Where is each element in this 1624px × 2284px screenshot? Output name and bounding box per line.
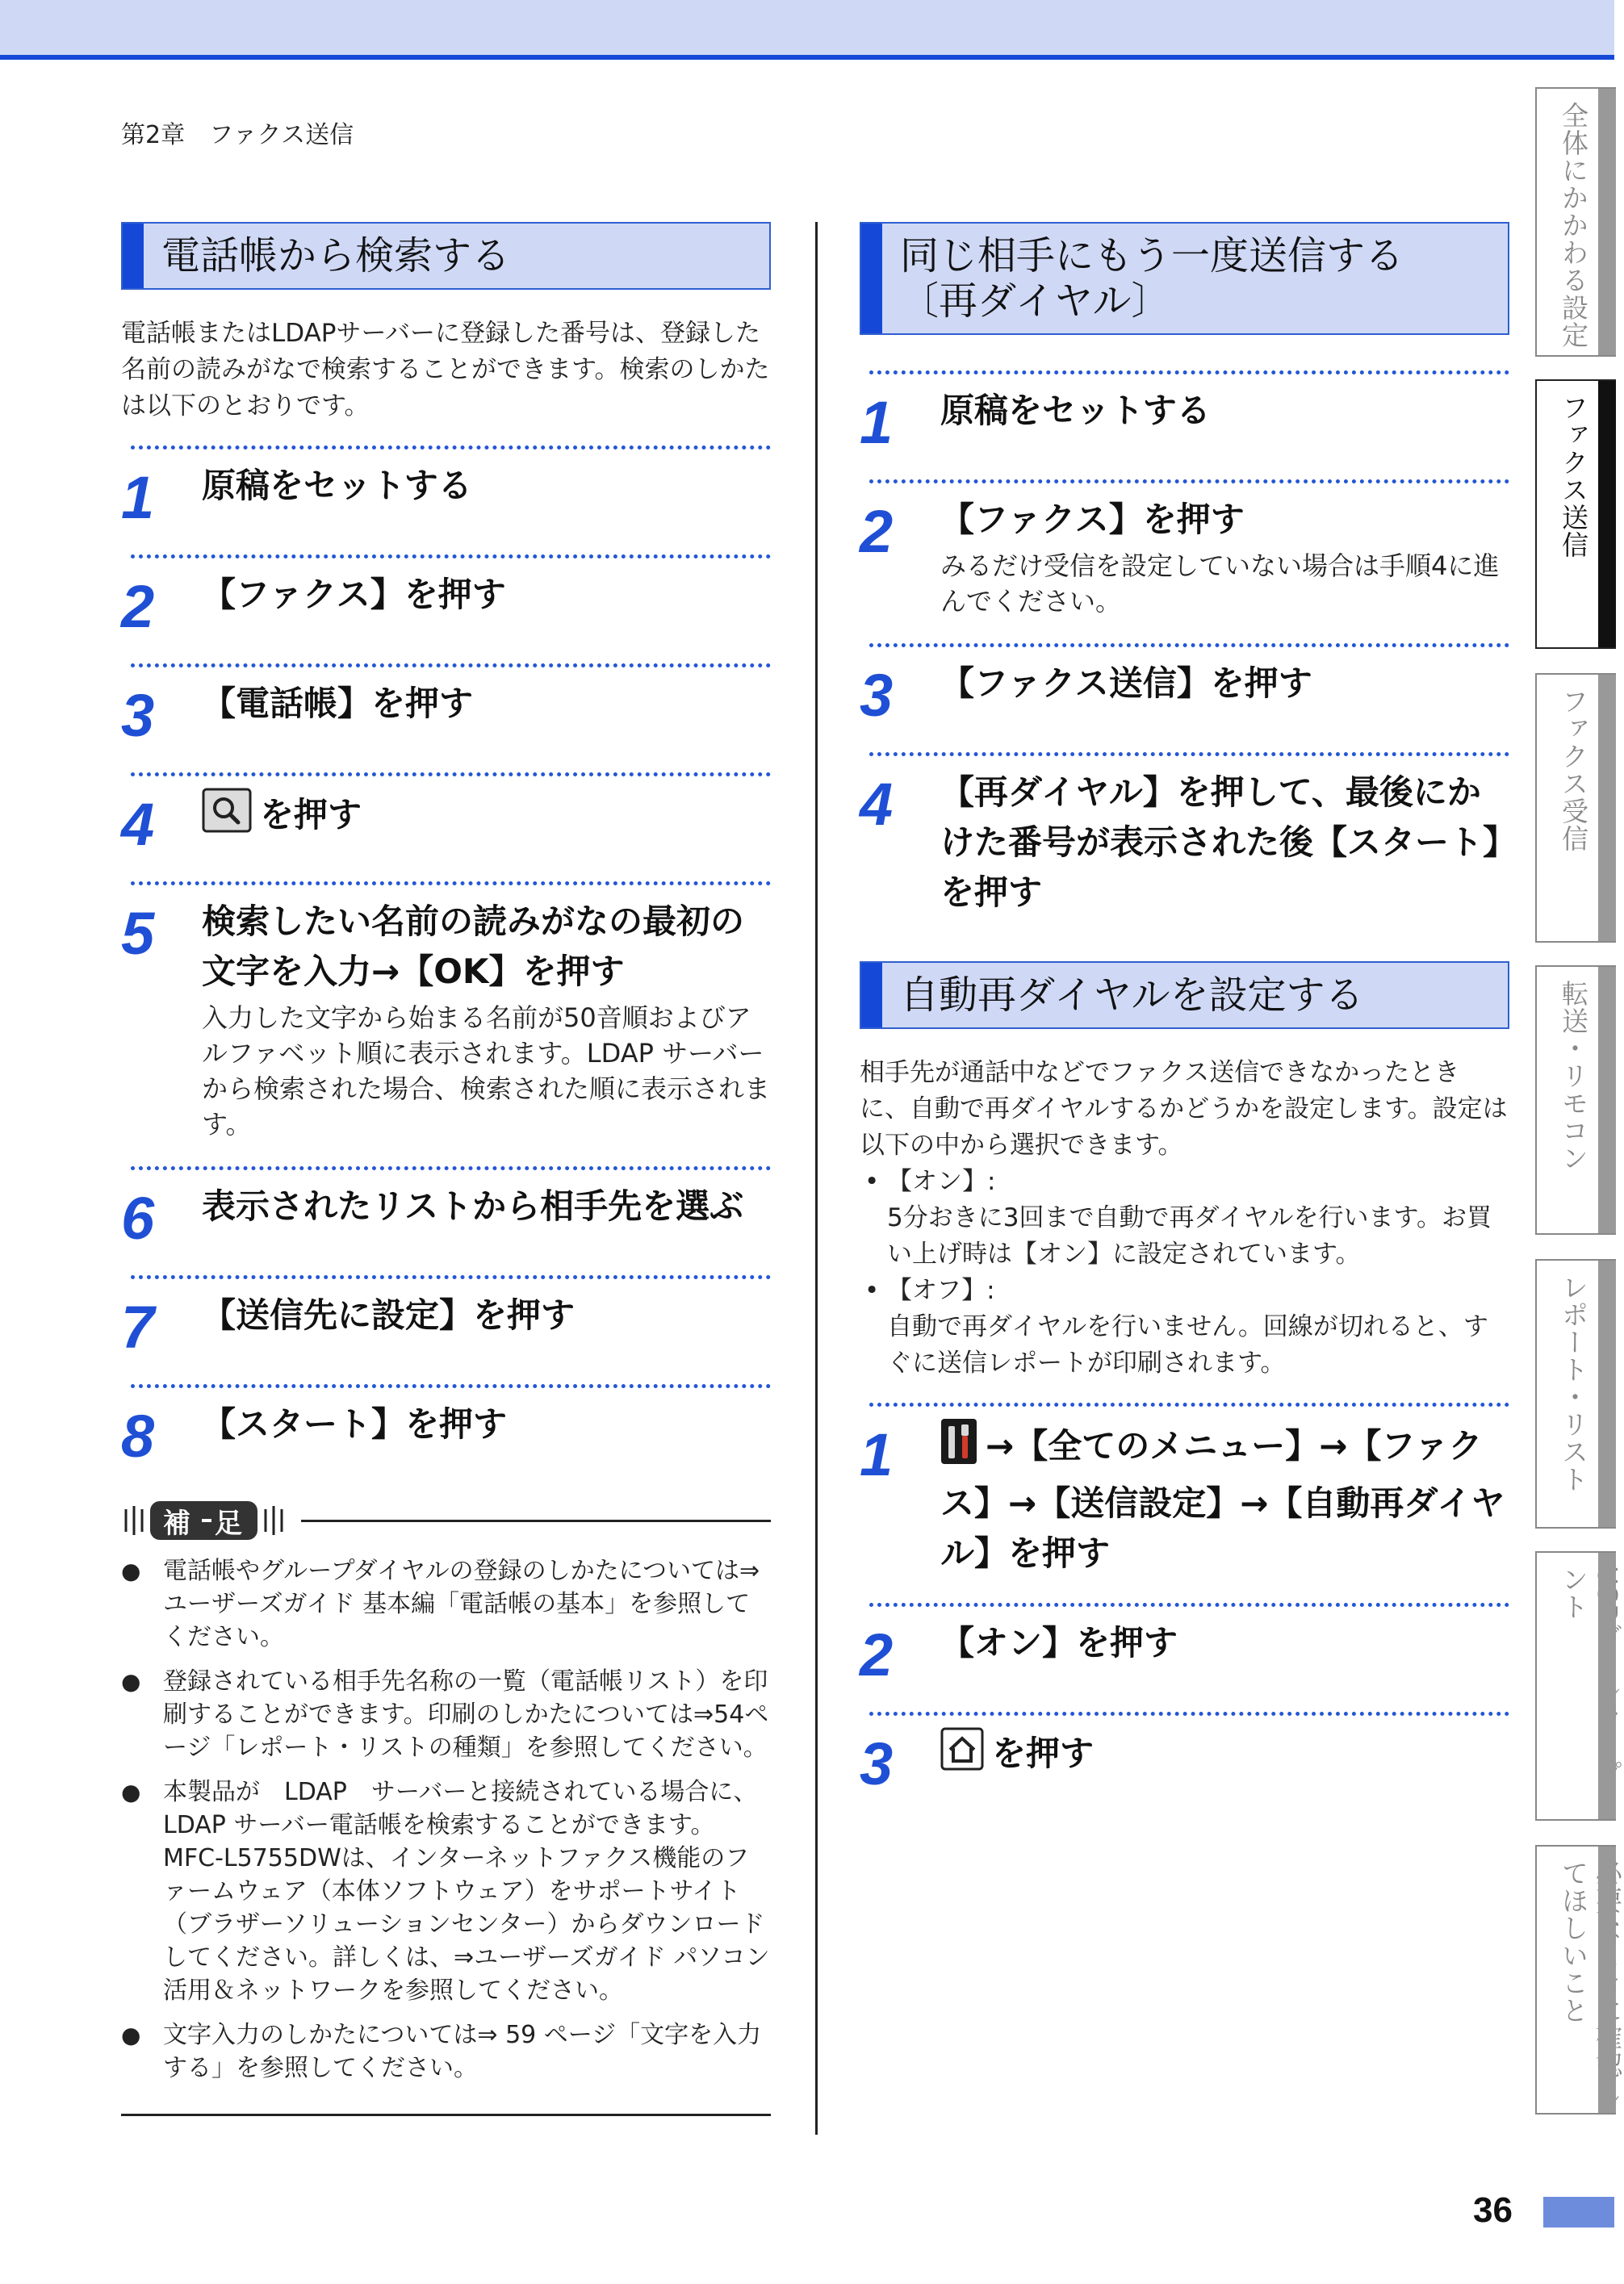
option-description: 自動で再ダイヤルを行いません。回線が切れると、すぐに送信レポートが印刷されます。	[887, 1312, 1488, 1378]
step	[860, 1607, 1509, 1712]
side-tab-forward-remote[interactable]: 転送・リモコン	[1535, 965, 1616, 1235]
supplement-note: ● 本製品が LDAP サーバーと接続されている場合に、LDAP サーバー電話帳を検索することができます。MFC-L5755DWは、インターネットファクス機能のファームウェア（本体ソフトウェア）をサポートサイト（ブラザーソリューションセンター）からダウンロードしてください。詳しくは、⇒ユーザーズガイド パソコン活用＆ネットワークを参照してください。	[121, 1776, 771, 2007]
step-number: 2	[860, 498, 894, 565]
step	[121, 885, 771, 1166]
supplement-note: ● 文字入力のしかたについては⇒ 59 ページ「文字を入力する」を参照してください。	[121, 2018, 771, 2085]
option-description: 5分おきに3回まで自動で再ダイヤルを行います。お買い上げ時は【オン】に設定されています。	[887, 1203, 1492, 1269]
step-number: 8	[121, 1403, 155, 1470]
step-number: 1	[860, 1421, 894, 1488]
step-title: 【ファクス】を押す	[202, 575, 506, 614]
side-tab-fax-send[interactable]: ファクス送信	[1535, 379, 1616, 649]
page-number: 36	[1473, 2190, 1513, 2230]
option-item: • 【オフ】:	[864, 1276, 995, 1305]
top-rule	[0, 55, 1614, 60]
step-title: 表示されたリストから相手先を選ぶ	[202, 1186, 744, 1226]
step-title: を押す	[260, 795, 362, 835]
step	[860, 1716, 1509, 1821]
top-band	[0, 0, 1614, 55]
page-number-marker	[1543, 2197, 1614, 2228]
section-title-phonebook-search: 電話帳から検索する	[121, 222, 771, 290]
side-tab-report-list[interactable]: レポート・リスト	[1535, 1259, 1616, 1529]
step-description: みるだけ受信を設定していない場合は手順4に進んでください。	[940, 550, 1500, 617]
section-title-redial: 同じ相手にもう一度送信する 〔再ダイヤル〕	[860, 222, 1509, 335]
step-title: を押す	[992, 1734, 1095, 1773]
step	[121, 1279, 771, 1384]
option-item: • 【オン】:	[864, 1167, 996, 1196]
step-title: →【全てのメニュー】→【ファクス】→【送信設定】→【自動再ダイヤル】を押す	[940, 1426, 1505, 1573]
step	[121, 776, 771, 881]
step-number: 2	[860, 1621, 894, 1688]
section-intro: 相手先が通話中などでファクス送信できなかったときに、自動で再ダイヤルするかどうかを設定します。設定は以下の中から選択できます。	[860, 1058, 1508, 1160]
side-tab-fax-receive[interactable]: ファクス受信	[1535, 673, 1616, 943]
step-number: 6	[121, 1185, 155, 1252]
step	[860, 374, 1509, 479]
step-title: 検索したい名前の読みがなの最初の文字を入力→【OK】を押す	[202, 901, 745, 991]
supplement-header	[121, 1498, 771, 1543]
step	[121, 450, 771, 554]
column-divider	[815, 222, 818, 2135]
home-icon	[940, 1727, 984, 1784]
step-title: 【送信先に設定】を押す	[202, 1295, 576, 1335]
left-column	[121, 222, 771, 2116]
step-title: 【電話帳】を押す	[202, 684, 474, 723]
step	[121, 1388, 771, 1493]
step	[860, 483, 1509, 643]
search-icon	[202, 788, 252, 847]
step-number: 4	[860, 771, 894, 838]
bullet-icon: ●	[121, 1779, 141, 1805]
step	[860, 647, 1509, 752]
step-title: 【スタート】を押す	[202, 1404, 508, 1444]
bullet-icon: ●	[121, 2022, 141, 2048]
step	[121, 1170, 771, 1275]
step-number: 2	[121, 573, 155, 640]
bullet-icon: ●	[121, 1668, 141, 1695]
supplement-note: ● 電話帳やグループダイヤルの登録のしかたについては⇒ユーザーズガイド 基本編「電話帳の基本」を参照してください。	[121, 1554, 771, 1654]
step-description: 入力した文字から始まる名前が50音順およびアルファベット順に表示されます。LDAP サーバーから検索された場合、検索された順に表示されます。	[202, 1002, 771, 1140]
step-number: 1	[860, 389, 894, 456]
step	[121, 558, 771, 663]
bullet-icon: ●	[121, 1558, 141, 1584]
side-tab-usb-direct-print[interactable]: ント	[1535, 1551, 1616, 1821]
supplement-badge: 補足	[121, 1498, 287, 1543]
step-number: 5	[121, 900, 155, 967]
step-number: 3	[121, 682, 155, 749]
section-title-auto-redial: 自動再ダイヤルを設定する	[860, 961, 1509, 1029]
side-tab-troubleshooting[interactable]: てほしいこと	[1535, 1845, 1616, 2115]
step-number: 4	[121, 791, 155, 858]
step-number: 3	[860, 1730, 894, 1797]
step-title: 原稿をセットする	[940, 391, 1211, 430]
step-title: 原稿をセットする	[202, 466, 472, 505]
step-number: 1	[121, 464, 155, 531]
step	[860, 1407, 1509, 1603]
section-intro: 電話帳またはLDAPサーバーに登録した番号は、登録した名前の読みがなで検索することができます。検索のしかたは以下のとおりです。	[121, 319, 770, 420]
supplement-rule	[301, 1520, 771, 1522]
step-title: 【ファクス】を押す	[940, 500, 1245, 539]
right-column	[860, 222, 1509, 1821]
supplement-note: ● 登録されている相手先名称の一覧（電話帳リスト）を印刷することができます。印刷のしかたについては⇒54ページ「レポート・リストの種類」を参照してください。	[121, 1665, 771, 1764]
step-title: 【オン】を押す	[940, 1623, 1178, 1663]
step-title: 【再ダイヤル】を押して、最後にかけた番号が表示された後【スタート】を押す	[940, 772, 1501, 912]
tools-icon	[940, 1418, 977, 1479]
step-number: 3	[860, 662, 894, 729]
step-number: 7	[121, 1294, 155, 1361]
step	[121, 667, 771, 772]
supplement-notes	[121, 1554, 771, 2116]
side-tab-general-settings[interactable]: 全体にかかわる設定	[1535, 87, 1616, 357]
step	[860, 756, 1509, 961]
chapter-heading: 第2章 ファクス送信	[121, 121, 354, 149]
step-title: 【ファクス送信】を押す	[940, 663, 1312, 703]
